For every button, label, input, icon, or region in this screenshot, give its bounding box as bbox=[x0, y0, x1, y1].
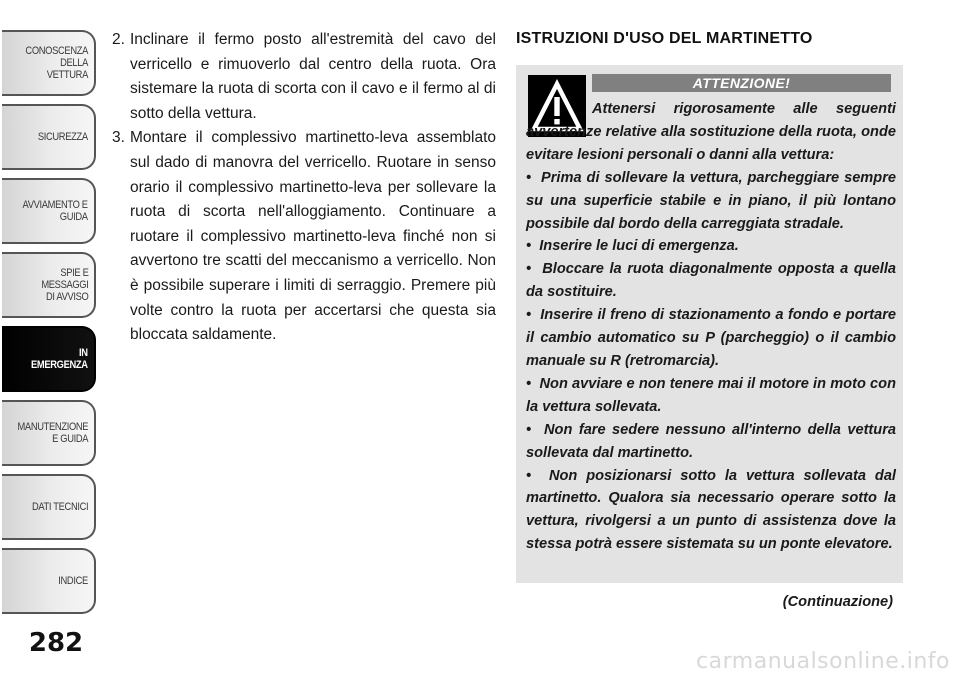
tab-label: INDICE bbox=[58, 575, 88, 587]
warning-bullet: • Inserire il freno di stazionamento a fondo e portare il cambio automatico su P (parcheggio) o il cambio manuale su R (retromarcia). bbox=[526, 307, 896, 369]
page-number: 282 bbox=[28, 628, 84, 658]
section-title: ISTRUZIONI D'USO DEL MARTINETTO bbox=[516, 30, 813, 47]
tab-indice[interactable] bbox=[2, 548, 96, 614]
warning-bullet: • Inserire le luci di emergenza. bbox=[526, 238, 739, 255]
steps-column bbox=[112, 28, 496, 348]
step-text: Montare il complessivo martinetto-leva assemblato sul dado di manovra del verricello. Ruotare in senso orario il complessivo martinetto-leva per sollevare la ruota di scorta nell'alloggiamento. Continuare a ruotare il complessivo martinetto-leva finché non si avvertono tre scatti del meccanismo a verricello. Non è possibile superare i limiti di serraggio. Premere più volte contro la ruota per accertarsi che questa sia bloccata saldamente. bbox=[130, 129, 496, 344]
tab-label: SICUREZZA bbox=[38, 131, 88, 143]
tab-avviamento-e-guida[interactable] bbox=[2, 178, 96, 244]
tab-label: SPIE E MESSAGGI DI AVVISO bbox=[40, 267, 88, 303]
list-item bbox=[112, 126, 496, 347]
list-item bbox=[112, 28, 496, 126]
warning-box bbox=[516, 65, 903, 583]
step-number: 2. bbox=[112, 31, 125, 48]
warning-bullet: • Bloccare la ruota diagonalmente opposta a quella da sostituire. bbox=[526, 261, 896, 301]
tab-label: IN EMERGENZA bbox=[31, 347, 88, 371]
step-number: 3. bbox=[112, 129, 125, 147]
warning-bullet: • Non avviare e non tenere mai il motore in moto con la vettura sollevata. bbox=[526, 375, 896, 415]
step-text: Inclinare il fermo posto all'estremità del cavo del verricello e rimuoverlo dal centro della ruota. Ora sistemare la ruota di scorta con il cavo e il fermo al di sotto della vettura. bbox=[130, 31, 496, 122]
warning-bullet: • Non fare sedere nessuno all'interno della vettura sollevata dal martinetto. bbox=[526, 421, 896, 461]
warning-bullet: • Non posizionarsi sotto la vettura sollevata dal martinetto. Qualora sia necessario operare sotto la vettura, rivolgersi a un punto di assistenza dove la stessa potrà essere sistemata su un ponte elevatore. bbox=[526, 467, 896, 553]
tab-in-emergenza[interactable] bbox=[2, 326, 96, 392]
warning-header: ATTENZIONE! bbox=[592, 74, 891, 92]
section-tabs bbox=[0, 0, 98, 625]
warning-intro: Attenersi rigorosamente alle seguenti avvertenze relative alla sostituzione della ruota, onde evitare lesioni personali o danni alla vettura: bbox=[526, 101, 896, 163]
tab-label: CONOSCENZA DELLA VETTURA bbox=[25, 45, 88, 81]
tab-sicurezza[interactable] bbox=[2, 104, 96, 170]
tab-label: AVVIAMENTO E GUIDA bbox=[22, 199, 88, 223]
tab-label: MANUTENZIONE E GUIDA bbox=[17, 421, 88, 445]
watermark: carmanualsonline.info bbox=[696, 649, 950, 674]
tab-dati-tecnici[interactable] bbox=[2, 474, 96, 540]
warning-bullet: • Prima di sollevare la vettura, parcheggiare sempre su una superficie stabile e in piano, il più lontano possibile dal bordo della carreggiata stradale. bbox=[526, 169, 896, 232]
tab-label: DATI TECNICI bbox=[31, 501, 88, 513]
tab-spie-e-messaggi[interactable] bbox=[2, 252, 96, 318]
continuation-note: (Continuazione) bbox=[782, 594, 893, 610]
warning-text bbox=[526, 98, 896, 556]
tab-manutenzione-e-guida[interactable] bbox=[2, 400, 96, 466]
tab-conoscenza-della-vettura[interactable] bbox=[2, 30, 96, 96]
